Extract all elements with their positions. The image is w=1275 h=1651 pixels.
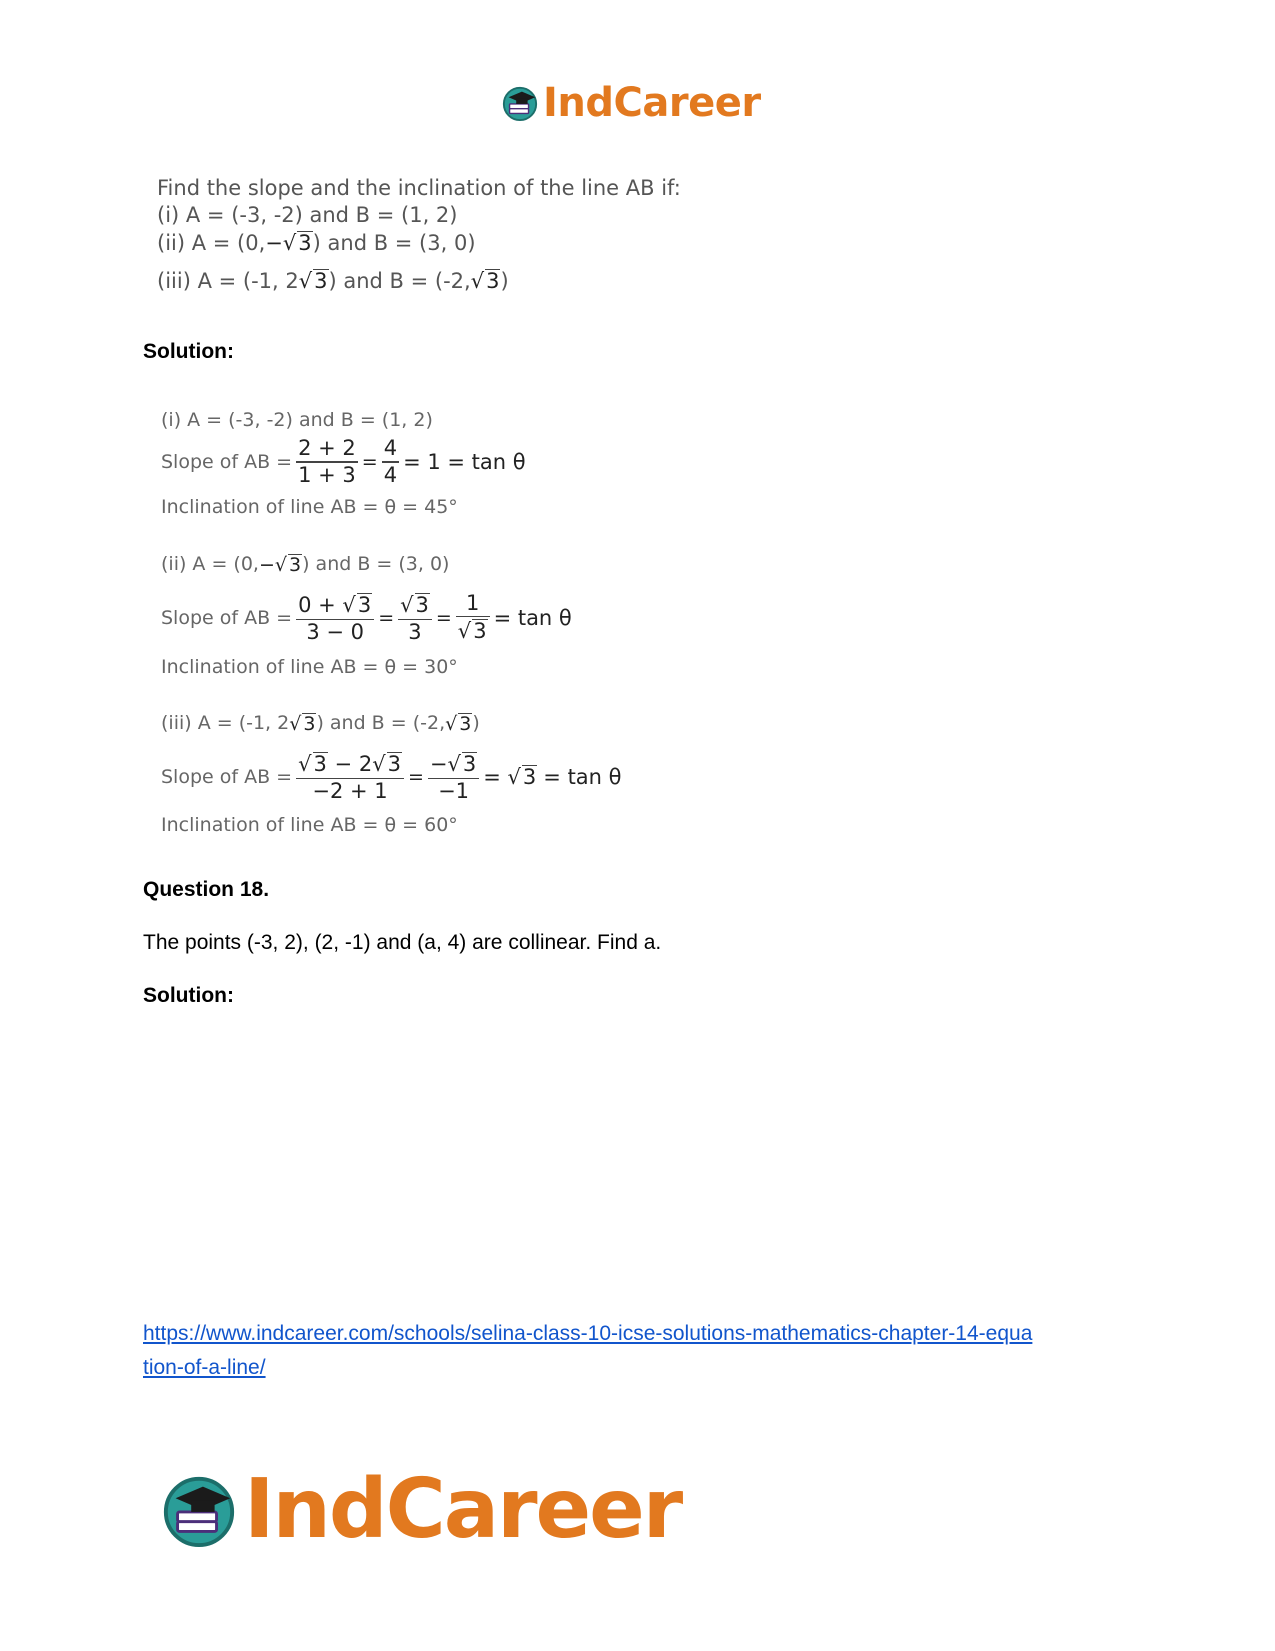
fraction	[456, 590, 490, 644]
denominator: −1	[438, 779, 470, 804]
question-part-i: (i) A = (-3, -2) and B = (1, 2)	[157, 203, 458, 227]
given-mid: ) and B = (-2,	[316, 712, 446, 735]
solution-i-given: (i) A = (-3, -2) and B = (1, 2)	[161, 409, 433, 431]
denominator: 4	[383, 462, 398, 487]
solution-i-inclination: Inclination of line AB = θ = 45°	[161, 496, 458, 518]
question-18-solution-heading: Solution:	[143, 984, 234, 1007]
footer-logo	[160, 1462, 682, 1557]
given-start: (ii) A = (0,	[161, 553, 259, 576]
numerator: √3	[400, 592, 429, 617]
source-link-line2[interactable]: tion-of-a-line/	[143, 1356, 266, 1379]
graduation-book-icon	[501, 84, 539, 122]
slope-label: Slope of AB =	[161, 765, 293, 788]
slope-result: = tan θ	[493, 605, 572, 630]
root3: √3	[470, 269, 500, 293]
question-part-iii	[157, 269, 509, 293]
question-part-iii-start: (iii) A = (-1, 2	[157, 268, 299, 293]
graduation-book-icon	[160, 1471, 238, 1549]
footer-logo-text: IndCareer	[244, 1462, 682, 1557]
solution-i-slope: Slope of AB = $\frac{2 + 2}{1 + 3}$ = $\frac{4}{4}$ = 1 = tan θ	[161, 436, 526, 487]
given-start: (iii) A = (-1, 2	[161, 712, 290, 735]
question-part-iii-mid: ) and B = (-2,	[328, 268, 471, 293]
fraction	[428, 752, 479, 803]
slope-label: Slope of AB =	[161, 450, 293, 473]
denominator: 1 + 3	[298, 462, 356, 487]
question-prompt: Find the slope and the inclination of the line AB if:	[157, 176, 681, 200]
numerator: −√3	[429, 751, 477, 776]
numerator: 2 + 2	[298, 436, 356, 461]
fraction	[382, 438, 399, 486]
root3: √ 3	[289, 713, 316, 735]
question-18-text: The points (-3, 2), (2, -1) and (a, 4) are collinear. Find a.	[143, 931, 662, 954]
fraction	[398, 593, 432, 644]
fraction	[296, 593, 374, 644]
root3: √3	[298, 269, 328, 293]
question-part-ii-end: ) and B = (3, 0)	[312, 230, 476, 255]
question-18-heading: Question 18.	[143, 878, 270, 901]
header-logo-text: IndCareer	[543, 80, 761, 126]
solution-ii-slope: Slope of AB = $\frac{0 + √3}{3 - 0}$ = $\frac{√3}{3}$ = $\frac{1}{√3}$ = tan θ	[161, 590, 572, 645]
given-end: )	[472, 712, 480, 735]
numerator: 0 + √3	[298, 592, 372, 617]
fraction	[296, 752, 404, 803]
solution-iii-inclination: Inclination of line AB = θ = 60°	[161, 814, 458, 836]
question-part-ii	[157, 231, 476, 255]
question-part-iii-end: )	[500, 268, 509, 293]
header-logo	[501, 80, 761, 126]
question-part-ii-start: (ii) A = (0,	[157, 230, 266, 255]
numerator: 4	[383, 436, 398, 461]
root3: √ 3	[445, 713, 472, 735]
denominator: √3	[457, 619, 487, 644]
slope-result: = 1 = tan θ	[403, 449, 526, 474]
solution-heading: Solution:	[143, 340, 234, 363]
minus-root3: −√ 3	[258, 554, 302, 576]
solution-iii-slope: Slope of AB = $\frac{√3 - 2√3}{-2 + 1}$ = $\frac{-√3}{-1}$ = √3 = tan θ	[161, 751, 622, 804]
minus-root3: −√3	[265, 231, 312, 255]
denominator: −2 + 1	[312, 779, 388, 804]
given-end: ) and B = (3, 0)	[302, 553, 450, 576]
slope-result: = tan θ	[543, 764, 622, 789]
denominator: 3 − 0	[306, 620, 364, 645]
numerator: √3 − 2√3	[298, 751, 401, 776]
denominator: 3	[408, 620, 422, 645]
solution-ii-given	[161, 554, 449, 576]
fraction	[296, 438, 358, 486]
solution-ii-inclination: Inclination of line AB = θ = 30°	[161, 656, 458, 678]
solution-iii-given	[161, 713, 480, 735]
source-link-line1[interactable]: https://www.indcareer.com/schools/selina-class-10-icse-solutions-mathematics-chapter-14-equa	[143, 1322, 1033, 1345]
numerator: 1	[465, 590, 480, 615]
slope-label: Slope of AB =	[161, 606, 293, 629]
